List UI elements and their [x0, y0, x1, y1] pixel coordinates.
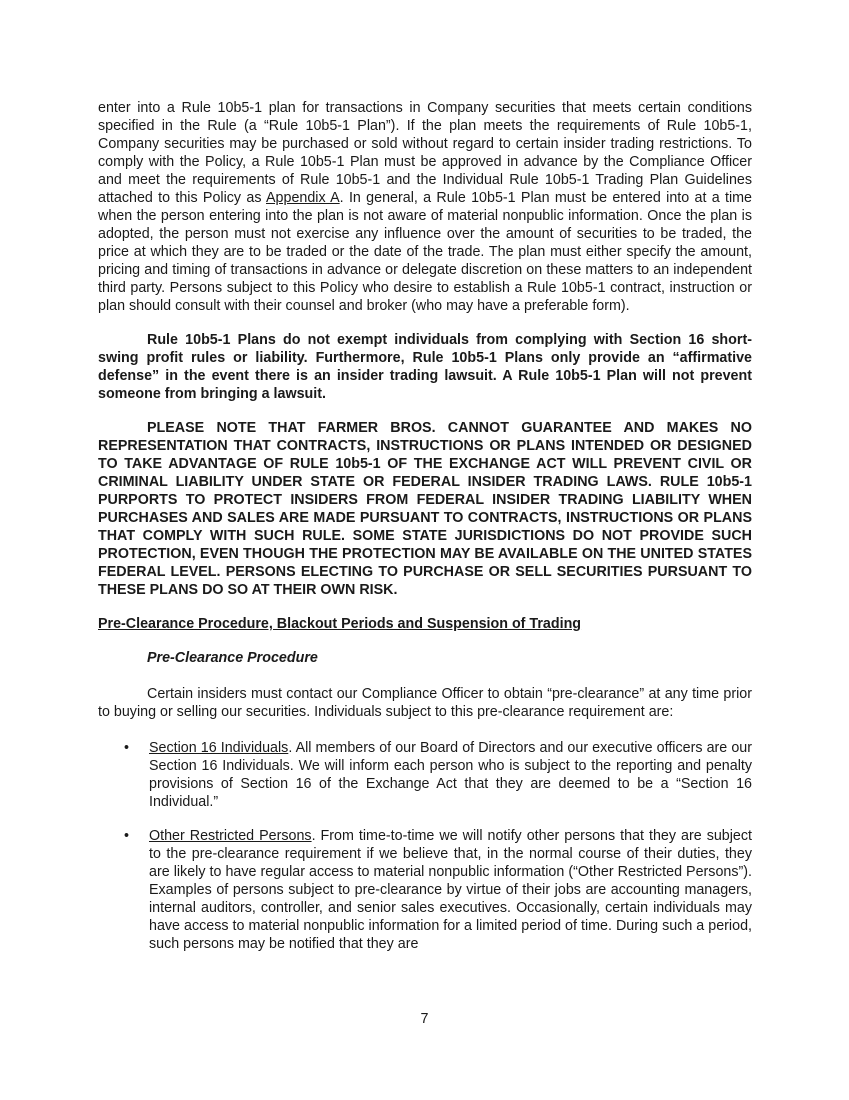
bullet-icon: • — [124, 740, 130, 756]
bullet-icon: • — [124, 828, 130, 844]
list-item-text — [149, 827, 752, 953]
intro-text-start: enter into a Rule 10b5-1 plan for transactions in Company securities that meets certain conditions specified in the Rule (a “Rule 10b5-1 Plan”). If the plan meets the requirements of Rule 10b5-1, Company securities may be purchased or sold without regard to certain insider trading restrictions. To comply with the Policy, a Rule 10b5-1 Plan must be approved in advance by the Compliance Officer and meet the requirements of Rule 10b5-1 and the Individual Rule 10b5-1 Trading Plan Guidelines attached to this Policy as — [98, 100, 752, 206]
list-item — [98, 739, 752, 811]
rule-10b5-1-exemption-paragraph: Rule 10b5-1 Plans do not exempt individuals from complying with Section 16 short-swing profit rules or liability. Furthermore, Rule 10b5-1 Plans only provide an “affirmative defense” in the event there is an insider trading lawsuit. A Rule 10b5-1 Plan will not prevent someone from bringing a lawsuit. — [98, 332, 752, 402]
document-page — [98, 99, 752, 969]
list-item-term: Section 16 Individuals — [149, 740, 289, 756]
subheading: Pre-Clearance Procedure — [147, 650, 318, 666]
list-item-term: Other Restricted Persons — [149, 828, 312, 844]
list-item-body: . All members of our Board of Directors and our executive officers are our Section 16 Individuals. We will inform each person who is subject to the reporting and penalty provisions of Section 16 of the Exchange Act that they are deemed to be a “Section 16 Individual.” — [149, 740, 752, 810]
disclaimer-paragraph: PLEASE NOTE THAT FARMER BROS. CANNOT GUARANTEE AND MAKES NO REPRESENTATION THAT CONTRACTS, INSTRUCTIONS OR PLANS INTENDED OR DESIGNED TO TAKE ADVANTAGE OF RULE 10b5-1 OF THE EXCHANGE ACT WILL PREVENT CIVIL OR CRIMINAL LIABILITY UNDER STATE OR FEDERAL INSIDER TRADING LAWS. RULE 10b5-1 PURPORTS TO PROTECT INSIDERS FROM FEDERAL INSIDER TRADING LIABILITY WHEN PURCHASES AND SALES ARE MADE PURSUANT TO CONTRACTS, INSTRUCTIONS OR PLANS THAT COMPLY WITH SUCH RULE. SOME STATE JURISDICTIONS DO NOT PROVIDE SUCH PROTECTION, EVEN THOUGH THE PROTECTION MAY BE AVAILABLE ON THE UNITED STATES FEDERAL LEVEL. PERSONS ELECTING TO PURCHASE OR SELL SECURITIES PURSUANT TO THESE PLANS DO SO AT THEIR OWN RISK. — [98, 420, 752, 598]
section-heading: Pre-Clearance Procedure, Blackout Periods and Suspension of Trading — [98, 616, 582, 632]
certain-insiders-paragraph: Certain insiders must contact our Compliance Officer to obtain “pre-clearance” at any time prior to buying or selling our securities. Individuals subject to this pre-clearance requirement are: — [98, 686, 752, 720]
appendix-a-link[interactable]: Appendix A — [266, 190, 340, 206]
list-item — [98, 827, 752, 953]
insider-list — [98, 739, 752, 953]
list-item-body: . From time-to-time we will notify other persons that they are subject to the pre-clearance requirement if we believe that, in the normal course of their duties, they are likely to have regular access to material nonpublic information (“Other Restricted Persons”). Examples of persons subject to pre-clearance by virtue of their jobs are accounting managers, internal auditors, controller, and senior sales executives. Occasionally, certain individuals may have access to material nonpublic information for a limited period of time. During such a period, such persons may be notified that they are — [149, 828, 752, 952]
list-item-text — [149, 739, 752, 811]
page-number: 7 — [420, 1011, 429, 1027]
intro-paragraph — [98, 99, 752, 315]
intro-text-end: . In general, a Rule 10b5-1 Plan must be entered into at a time when the person entering into the plan is not aware of material nonpublic information. Once the plan is adopted, the person must not exercise any influence over the amount of securities to be traded, the price at which they are to be traded or the date of the trade. The plan must either specify the amount, pricing and timing of transactions in advance or delegate discretion on these matters to an independent third party. Persons subject to this Policy who desire to establish a Rule 10b5-1 contract, instruction or plan should consult with their counsel and broker (who may have a preferable form). — [98, 190, 752, 314]
